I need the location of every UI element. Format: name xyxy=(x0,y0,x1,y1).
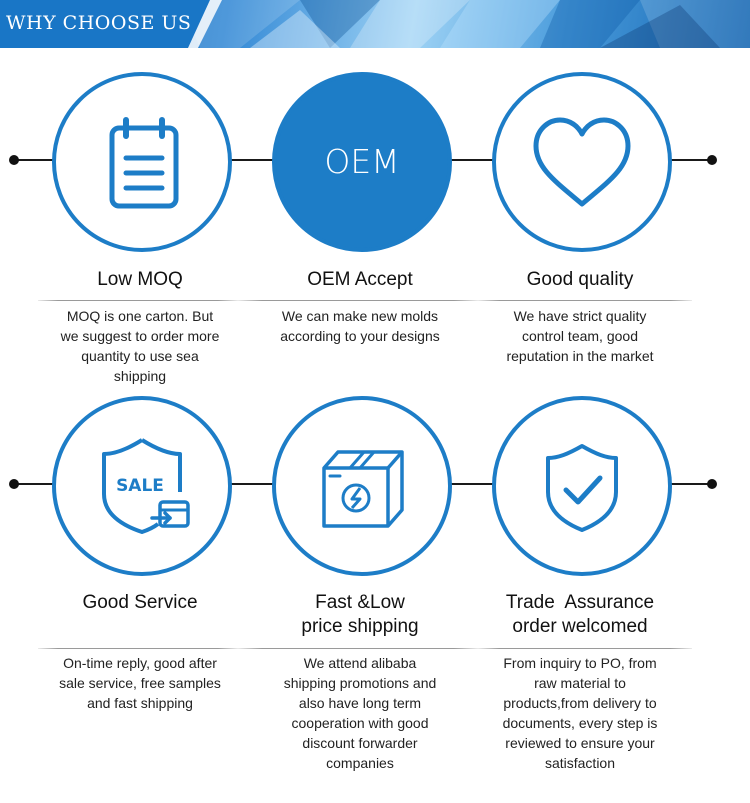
shipping-box-icon xyxy=(276,400,448,572)
oem-circle xyxy=(272,72,452,252)
row-2-left-dot xyxy=(9,479,19,489)
oem-accept-separator xyxy=(238,300,478,301)
header-banner xyxy=(0,0,750,48)
banner-title-box xyxy=(0,0,200,48)
good-service-description: On-time reply, good after sale service, free samples and fast shipping xyxy=(59,655,221,711)
sale-icon-text: SALE xyxy=(116,476,164,496)
trade-assurance-title: Trade Assurance order welcomed xyxy=(505,592,655,637)
good-quality-circle xyxy=(492,72,672,252)
shipping-title: Fast &Low price shipping xyxy=(301,592,419,637)
shipping-description: We attend alibaba shipping promotions and also have long term cooperation with good discount forwarder companies xyxy=(283,655,437,771)
low-moq-title: Low MOQ xyxy=(97,269,183,290)
banner-title: WHY CHOOSE US xyxy=(6,12,192,34)
heart-icon xyxy=(496,76,668,248)
good-service-circle xyxy=(52,396,232,576)
row-1-left-dot xyxy=(9,155,19,165)
clipboard-list-icon xyxy=(56,76,228,248)
good-quality-separator xyxy=(478,300,692,301)
row-2-right-dot xyxy=(707,479,717,489)
good-service-separator xyxy=(38,648,238,649)
trade-assurance-circle xyxy=(492,396,672,576)
shipping-separator xyxy=(238,648,478,649)
shield-check-icon xyxy=(496,400,668,572)
trade-assurance-separator xyxy=(478,648,692,649)
good-quality-description: We have strict quality control team, good reputation in the market xyxy=(506,308,654,364)
trade-assurance-description: From inquiry to PO, from raw material to products,from delivery to documents, every step is reviewed to ensure your satisfaction xyxy=(502,655,658,771)
oem-accept-title: OEM Accept xyxy=(307,269,413,290)
good-service-title: Good Service xyxy=(82,592,198,613)
shipping-circle xyxy=(272,396,452,576)
low-moq-separator xyxy=(38,300,238,301)
low-moq-circle xyxy=(52,72,232,252)
good-quality-title: Good quality xyxy=(526,269,634,290)
oem-icon-text: OEM xyxy=(324,142,400,181)
sale-shield-icon xyxy=(56,400,228,572)
low-moq-description: MOQ is one carton. But we suggest to order more quantity to use sea shipping xyxy=(60,308,220,384)
oem-accept-description: We can make new molds according to your designs xyxy=(280,308,440,344)
row-1-right-dot xyxy=(707,155,717,165)
